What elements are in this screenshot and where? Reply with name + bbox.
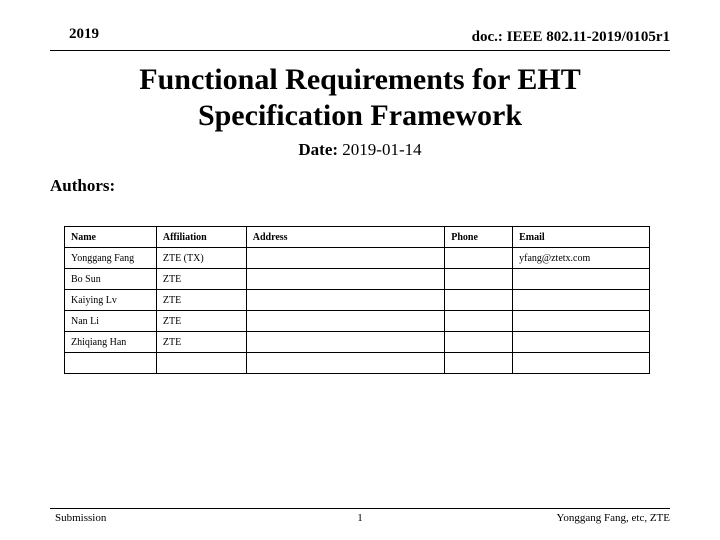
footer-submission: Submission	[55, 512, 107, 524]
col-header-name: Name	[65, 227, 157, 248]
cell-name: Zhiqiang Han	[65, 332, 157, 353]
cell-address	[246, 311, 445, 332]
header-doc-id: doc.: IEEE 802.11-2019/0105r1	[471, 29, 670, 45]
authors-heading: Authors:	[50, 176, 116, 195]
table-row	[65, 248, 650, 269]
table-header-row	[65, 227, 650, 248]
table-row	[65, 269, 650, 290]
cell-email: yfang@ztetx.com	[513, 248, 650, 269]
table-row	[65, 332, 650, 353]
cell-name: Nan Li	[65, 311, 157, 332]
cell-phone	[445, 248, 513, 269]
cell-address	[246, 353, 445, 374]
col-header-address: Address	[246, 227, 445, 248]
cell-address	[246, 269, 445, 290]
cell-email	[513, 290, 650, 311]
footer-authors: Yonggang Fang, etc, ZTE	[556, 512, 670, 524]
date-value: 2019-01-14	[342, 140, 422, 159]
cell-name: Bo Sun	[65, 269, 157, 290]
cell-address	[246, 290, 445, 311]
cell-address	[246, 332, 445, 353]
cell-affiliation: ZTE	[156, 269, 246, 290]
title-line-1: Functional Requirements for EHT	[139, 63, 581, 96]
header-divider	[50, 50, 670, 51]
cell-affiliation: ZTE	[156, 311, 246, 332]
col-header-email: Email	[513, 227, 650, 248]
cell-affiliation: ZTE (TX)	[156, 248, 246, 269]
cell-affiliation: ZTE	[156, 332, 246, 353]
cell-affiliation	[156, 353, 246, 374]
table-row	[65, 311, 650, 332]
col-header-affiliation: Affiliation	[156, 227, 246, 248]
header-year: 2019	[69, 26, 99, 42]
cell-affiliation: ZTE	[156, 290, 246, 311]
cell-name: Yonggang Fang	[65, 248, 157, 269]
cell-email	[513, 269, 650, 290]
footer-page-number: 1	[357, 512, 363, 524]
cell-name	[65, 353, 157, 374]
authors-table	[64, 226, 650, 374]
cell-phone	[445, 332, 513, 353]
title-line-2: Specification Framework	[197, 99, 523, 132]
cell-email	[513, 332, 650, 353]
date-line	[0, 140, 720, 160]
cell-phone	[445, 269, 513, 290]
cell-phone	[445, 353, 513, 374]
cell-phone	[445, 290, 513, 311]
col-header-phone: Phone	[445, 227, 513, 248]
slide-title	[60, 62, 660, 134]
cell-email	[513, 353, 650, 374]
date-label: Date:	[298, 140, 339, 159]
table-row	[65, 290, 650, 311]
table-row	[65, 353, 650, 374]
cell-address	[246, 248, 445, 269]
cell-name: Kaiying Lv	[65, 290, 157, 311]
cell-email	[513, 311, 650, 332]
cell-phone	[445, 311, 513, 332]
footer-divider	[50, 508, 670, 509]
